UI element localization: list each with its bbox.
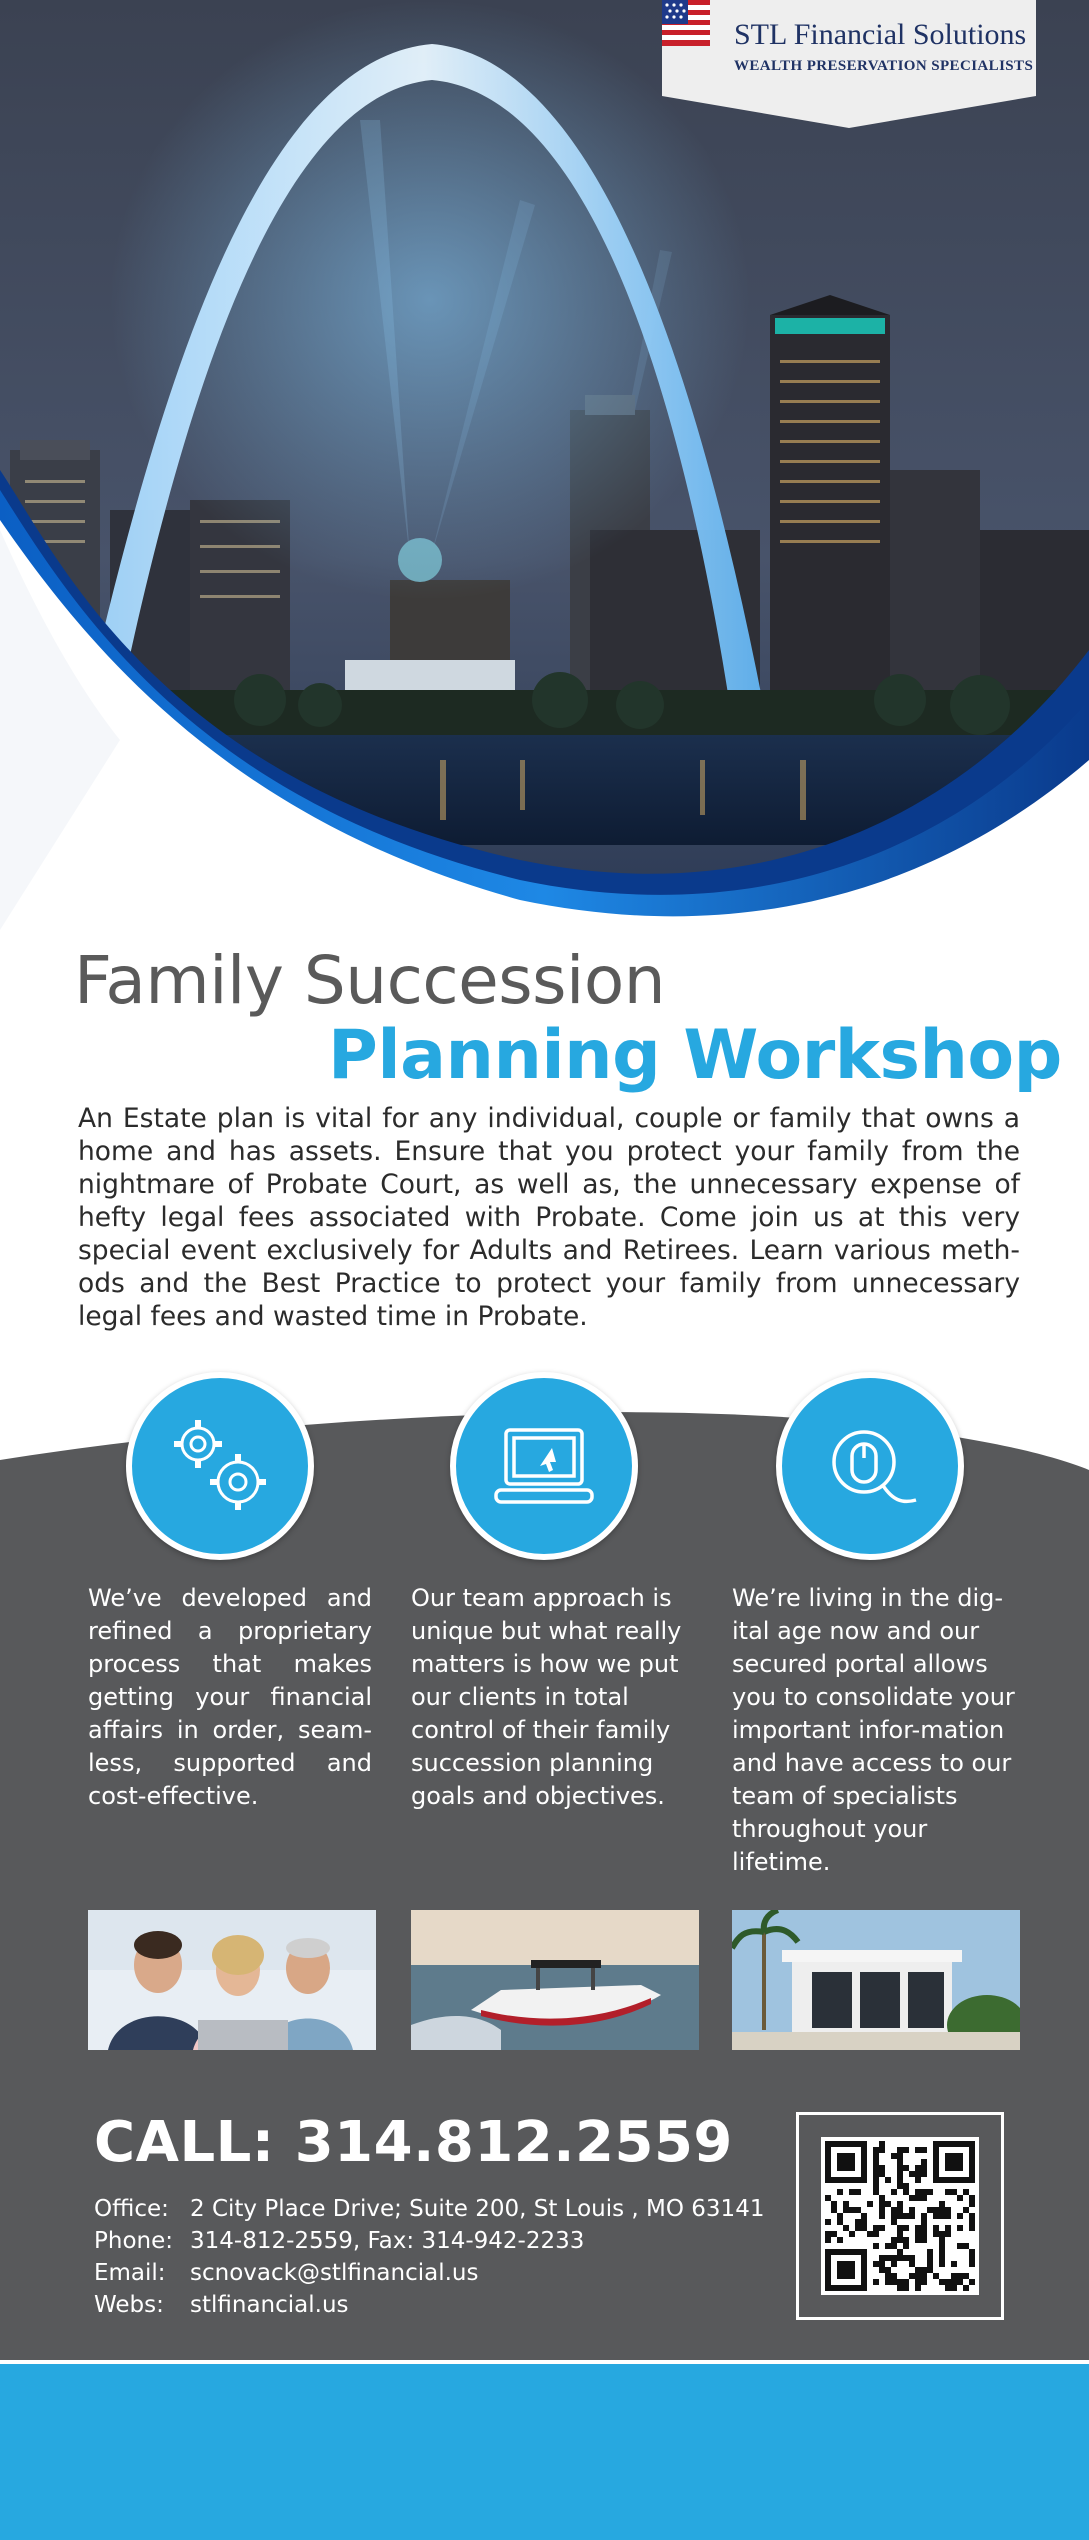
qr-module (879, 2195, 885, 2201)
qr-module (933, 2213, 939, 2219)
contact-row-office (94, 2196, 764, 2222)
qr-module (909, 2255, 915, 2261)
qr-module (897, 2153, 903, 2159)
qr-module (921, 2231, 927, 2237)
speedboat-photo-art (411, 1910, 699, 2050)
contact-row-email (94, 2260, 478, 2286)
qr-module (885, 2243, 891, 2249)
qr-module (963, 2273, 969, 2279)
qr-module (837, 2213, 843, 2219)
qr-module (939, 2243, 945, 2249)
logo-badge (662, 0, 1036, 128)
qr-module (879, 2141, 885, 2147)
qr-module (891, 2237, 897, 2243)
qr-module (969, 2201, 975, 2207)
qr-module (903, 2285, 909, 2291)
qr-module (921, 2195, 927, 2201)
qr-module (939, 2249, 945, 2255)
qr-module (939, 2213, 945, 2219)
qr-module (879, 2165, 885, 2171)
qr-module (939, 2255, 945, 2261)
call-phone-number: CALL: 314.812.2559 (94, 2110, 733, 2175)
qr-module (969, 2213, 975, 2219)
qr-module (903, 2189, 909, 2195)
qr-module (837, 2153, 855, 2171)
qr-module (933, 2273, 939, 2279)
feature-text-2: Our team approach is unique but what really matters is how we put our clients in total control of their family succession planning goals and objectives. (411, 1584, 682, 1810)
qr-module (969, 2279, 975, 2285)
qr-module (891, 2255, 897, 2261)
family-photo-art (88, 1910, 376, 2050)
qr-module (969, 2225, 975, 2231)
qr-module (969, 2261, 975, 2267)
feature-icon-circle-3 (776, 1372, 964, 1560)
qr-module (903, 2255, 909, 2261)
qr-module (867, 2201, 873, 2207)
contact-label-web: Webs: (94, 2292, 164, 2318)
qr-module (951, 2279, 957, 2285)
qr-module (921, 2279, 927, 2285)
qr-module (903, 2243, 909, 2249)
gears-icon (132, 1378, 308, 1554)
qr-module (855, 2207, 861, 2213)
qr-module (885, 2273, 891, 2279)
qr-module (909, 2195, 915, 2201)
qr-module (921, 2273, 927, 2279)
qr-module (921, 2147, 927, 2153)
qr-module (897, 2237, 903, 2243)
qr-module (945, 2285, 951, 2291)
qr-module (897, 2285, 903, 2291)
qr-module (849, 2231, 855, 2237)
qr-module (903, 2279, 909, 2285)
feature-icon-circle-1 (126, 1372, 314, 1560)
qr-module (867, 2231, 873, 2237)
qr-module (915, 2171, 921, 2177)
intro-paragraph: An Estate plan is vital for any individual, couple or family that owns a home and has assets. Ensure that you protect your family from the nightmare of Probate Court, as well as, the unnecessary expense of hefty legal fees associated with Probate. Come join us at this very special event exclusively for Adults and Retirees. Learn various meth-ods and the Best Practice to protect your family from unnecessary legal fees and wasted time in Probate. (78, 1103, 1020, 1332)
footer-band (0, 2364, 1089, 2540)
qr-code-frame (796, 2112, 1004, 2320)
qr-module (921, 2219, 927, 2225)
logo-name: STL Financial Solutions (734, 18, 1027, 51)
qr-module (951, 2285, 957, 2291)
qr-module (945, 2207, 951, 2213)
qr-module (843, 2207, 849, 2213)
qr-module (897, 2165, 903, 2171)
qr-module (933, 2231, 939, 2237)
qr-module (915, 2195, 921, 2201)
laptop-cursor-icon (456, 1378, 632, 1554)
qr-module (879, 2147, 885, 2153)
qr-module (879, 2261, 885, 2267)
qr-module (837, 2189, 843, 2195)
qr-module (897, 2171, 903, 2177)
feature-icon-circle-2 (450, 1372, 638, 1560)
family-with-advisor-photo (88, 1910, 376, 2050)
qr-module (891, 2261, 897, 2267)
qr-module (945, 2153, 963, 2171)
qr-module (891, 2207, 897, 2213)
qr-module (831, 2201, 837, 2207)
qr-module (855, 2225, 861, 2231)
qr-module (903, 2225, 909, 2231)
qr-module (885, 2255, 891, 2261)
qr-module (825, 2237, 831, 2243)
qr-module (879, 2171, 885, 2177)
qr-module (909, 2213, 915, 2219)
qr-module (945, 2189, 951, 2195)
qr-module (915, 2189, 921, 2195)
qr-module (897, 2279, 903, 2285)
qr-module (861, 2213, 867, 2219)
qr-module (825, 2219, 831, 2225)
qr-module (927, 2267, 933, 2273)
qr-module (963, 2285, 969, 2291)
qr-module (873, 2261, 879, 2267)
qr-module (957, 2195, 963, 2201)
qr-module (927, 2255, 933, 2261)
qr-module (915, 2237, 921, 2243)
qr-module (915, 2273, 921, 2279)
qr-module (897, 2213, 903, 2219)
qr-module (903, 2183, 909, 2189)
qr-module (879, 2255, 885, 2261)
qr-module (915, 2225, 921, 2231)
title-line-2: Planning Workshop (328, 1016, 1062, 1095)
qr-module (957, 2243, 963, 2249)
qr-module (837, 2237, 843, 2243)
qr-module (909, 2207, 915, 2213)
house-photo-art (732, 1910, 1020, 2050)
qr-module (855, 2219, 861, 2225)
qr-module (897, 2207, 903, 2213)
qr-module (903, 2165, 909, 2171)
qr-module (921, 2267, 927, 2273)
qr-module (873, 2225, 879, 2231)
st-louis-skyline-photo (0, 0, 1089, 930)
qr-module (891, 2219, 897, 2225)
qr-module (873, 2165, 879, 2171)
qr-module (969, 2195, 975, 2201)
qr-module (843, 2201, 849, 2207)
qr-module (897, 2147, 903, 2153)
contact-label-email: Email: (94, 2260, 166, 2286)
qr-module (927, 2261, 933, 2267)
qr-module (897, 2183, 903, 2189)
qr-module (873, 2279, 879, 2285)
hero-image (0, 0, 1089, 930)
title-line-1: Family Succession (74, 942, 666, 1019)
qr-module (861, 2225, 867, 2231)
qr-module (945, 2231, 951, 2237)
qr-module (897, 2225, 903, 2231)
qr-module (915, 2177, 921, 2183)
qr-module (927, 2189, 933, 2195)
qr-module (873, 2189, 879, 2195)
us-flag-icon (662, 0, 710, 46)
qr-module (921, 2225, 927, 2231)
qr-module (921, 2159, 927, 2165)
qr-module (921, 2237, 927, 2243)
qr-module (837, 2219, 843, 2225)
feature-text-3: We’re living in the dig-ital age now and our secured portal allows you to consolidate your important infor-mation and have access to our team of specialists throughout your lifetime. (732, 1584, 1015, 1876)
qr-module (885, 2177, 891, 2183)
qr-module (873, 2177, 879, 2183)
qr-module (903, 2237, 909, 2243)
qr-module (939, 2201, 945, 2207)
qr-module (951, 2273, 957, 2279)
qr-module (915, 2147, 921, 2153)
mouse-icon (782, 1378, 958, 1554)
qr-module (963, 2243, 969, 2249)
contact-row-web (94, 2292, 349, 2318)
contact-value-office: 2 City Place Drive; Suite 200, St Louis , MO 63141 (190, 2196, 765, 2222)
qr-module (939, 2207, 945, 2213)
qr-module (939, 2261, 945, 2267)
qr-module (879, 2225, 885, 2231)
qr-module (873, 2147, 879, 2153)
qr-module (897, 2255, 903, 2261)
qr-module (903, 2213, 909, 2219)
feature-text-1: We’ve developed and refined a proprietary process that makes getting your financial affairs in order, seam-less, supported and cost-effective. (88, 1584, 372, 1810)
qr-module (891, 2273, 897, 2279)
qr-module (873, 2183, 879, 2189)
contact-value-web[interactable]: stlfinancial.us (190, 2292, 349, 2318)
qr-module (969, 2219, 975, 2225)
qr-module (921, 2189, 927, 2195)
qr-module (927, 2207, 933, 2213)
qr-module (873, 2159, 879, 2165)
qr-module (951, 2261, 957, 2267)
qr-module (879, 2207, 885, 2213)
speedboat-photo (411, 1910, 699, 2050)
qr-module (957, 2273, 963, 2279)
qr-module (921, 2165, 927, 2171)
contact-value-phone: 314-812-2559, Fax: 314-942-2233 (190, 2228, 585, 2254)
qr-module (879, 2267, 885, 2273)
qr-code-icon[interactable] (821, 2137, 979, 2295)
qr-module (945, 2225, 951, 2231)
qr-module (849, 2189, 855, 2195)
qr-module (933, 2225, 939, 2231)
qr-module (873, 2243, 879, 2249)
qr-module (909, 2261, 915, 2267)
qr-module (843, 2225, 849, 2231)
qr-module (825, 2231, 831, 2237)
qr-module (837, 2261, 855, 2279)
qr-module (933, 2207, 939, 2213)
qr-module (897, 2159, 903, 2165)
qr-code-background (821, 2137, 979, 2295)
qr-module (879, 2201, 885, 2207)
qr-module (873, 2171, 879, 2177)
qr-module (969, 2249, 975, 2255)
qr-module (945, 2279, 951, 2285)
qr-module (873, 2153, 879, 2159)
qr-module (915, 2231, 921, 2237)
logo-tagline: WEALTH PRESERVATION SPECIALISTS (734, 58, 1034, 74)
qr-module (909, 2273, 915, 2279)
qr-module (945, 2213, 951, 2219)
qr-module (951, 2189, 957, 2195)
qr-module (831, 2207, 837, 2213)
qr-module (903, 2147, 909, 2153)
qr-module (849, 2207, 855, 2213)
qr-module (909, 2171, 915, 2177)
qr-module (897, 2249, 903, 2255)
contact-row-phone (94, 2228, 584, 2254)
contact-label-office: Office: (94, 2196, 169, 2222)
qr-module (963, 2207, 969, 2213)
qr-module (915, 2267, 921, 2273)
qr-module (921, 2171, 927, 2177)
qr-module (891, 2213, 897, 2219)
qr-module (885, 2279, 891, 2285)
qr-module (891, 2189, 897, 2195)
qr-module (939, 2231, 945, 2237)
qr-module (963, 2189, 969, 2195)
qr-module (861, 2219, 867, 2225)
qr-module (915, 2285, 921, 2291)
qr-module (891, 2243, 897, 2249)
qr-module (957, 2279, 963, 2285)
qr-module (873, 2231, 879, 2237)
qr-module (897, 2231, 903, 2237)
qr-module (885, 2201, 891, 2207)
qr-module (915, 2165, 921, 2171)
qr-module (939, 2237, 945, 2243)
qr-module (921, 2213, 927, 2219)
qr-module (957, 2213, 963, 2219)
qr-module (897, 2177, 903, 2183)
qr-module (885, 2267, 891, 2273)
contact-value-email[interactable]: scnovack@stlfinancial.us (190, 2260, 479, 2286)
qr-module (879, 2213, 885, 2219)
qr-module (969, 2255, 975, 2261)
qr-module (939, 2279, 945, 2285)
qr-module (825, 2195, 831, 2201)
qr-module (957, 2225, 963, 2231)
qr-module (891, 2153, 897, 2159)
qr-module (897, 2201, 903, 2207)
modern-house-photo (732, 1910, 1020, 2050)
qr-module (831, 2231, 837, 2237)
qr-module (927, 2249, 933, 2255)
qr-module (915, 2279, 921, 2285)
qr-module (855, 2189, 861, 2195)
contact-label-phone: Phone: (94, 2228, 173, 2254)
qr-module (891, 2279, 897, 2285)
